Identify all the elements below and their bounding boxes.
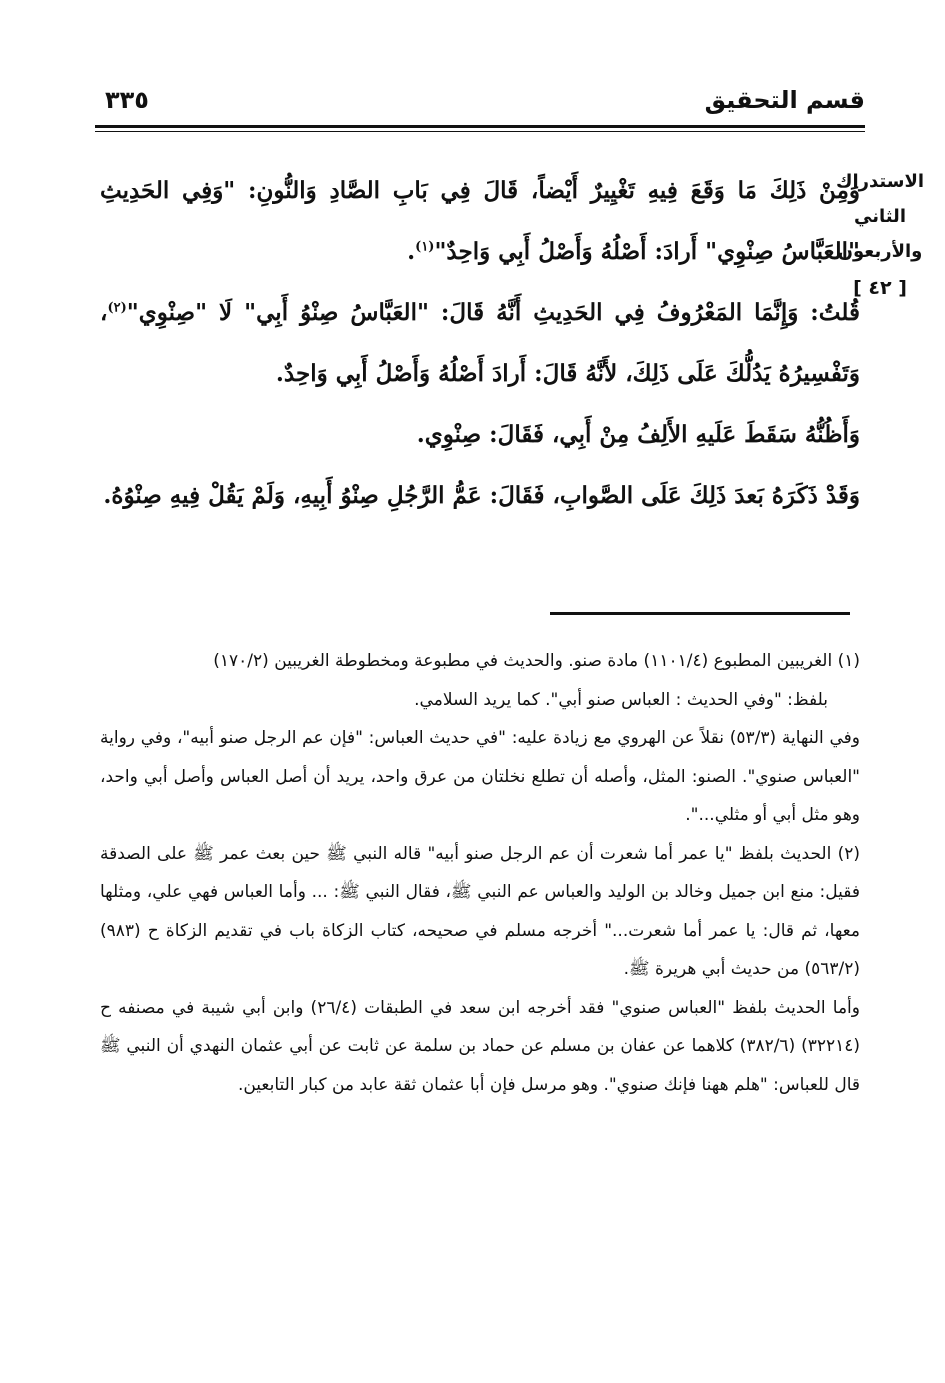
main-text-span: قُلتُ: وَإِنَّمَا المَعْرُوفُ فِي الحَدِيثِ أَنَّهُ قَالَ: "العَبَّاسُ صِنْوُ أَبِي" لَا "صِنْوِي" bbox=[126, 299, 860, 326]
margin-note-reference: [ ٤٢ ] bbox=[853, 277, 907, 299]
footnote-paragraph: وأما الحديث بلفظ "العباس صنوي" فقد أخرجه ابن سعد في الطبقات (٢٦/٤) وابن أبي شيبة في مصنفه ح (٣٢٢١٤) (٣٨٢/٦) كلاهما عن عفان بن مسلم عن حماد بن سلمة عن ثابت عن أبي عثمان النهدي أن النبي ﷺ قال للعباس: "هلم ههنا فإنك صنوي". وهو مرسل فإن أبا عثمان ثقة عابد من كبار التابعين. bbox=[100, 997, 860, 1095]
footnote-marker: (٢) bbox=[107, 300, 127, 316]
main-paragraph: وَقَدْ ذَكَرَهُ بَعدَ ذَلِكَ عَلَى الصَّوابِ، فَقَالَ: عَمُّ الرَّجُلِ صِنْوُ أَبِيهِ، وَلَمْ يَقُلْ فِيهِ صِنْوُهُ. bbox=[103, 482, 860, 509]
footnote-separator bbox=[550, 612, 850, 615]
main-text bbox=[100, 160, 860, 526]
margin-note-line: والأربعون bbox=[837, 241, 923, 262]
footnote-line: (١) الغريبين المطبوع (١١٠١/٤) مادة صنو. والحديث في مطبوعة ومخطوطة الغريبين (١٧٠/٢) bbox=[213, 651, 860, 671]
footnote-line: بلفظ: "وفي الحديث : العباس صنو أبي". كما يريد السلامي. bbox=[414, 689, 828, 710]
main-text-span: وَمِنْ ذَلِكَ مَا وَقَعَ فِيهِ تَغْيِيرٌ أَيْضاً، قَالَ فِي بَابِ الصَّادِ وَالنُّونِ: "وَفِي الحَدِيثِ "العَبَّاسُ صِنْوِي" أَرادَ: أَصْلُهُ وَأَصْلُ أَبِي وَاحِدٌ" bbox=[100, 177, 860, 265]
main-paragraph bbox=[100, 282, 860, 404]
page-header bbox=[95, 86, 865, 126]
page-number: ٣٣٥ bbox=[105, 86, 149, 114]
footnote-paragraph: وفي النهاية (٥٣/٣) نقلاً عن الهروي مع زيادة عليه: "في حديث العباس: "فإن عم الرجل صنو أبيه"، وفي رواية "العباس صنوي". الصنو: المثل، وأصله أن تطلع نخلتان من عرق واحد، يريد أن أصل العباس وأصل أبي واحد، وهو مثل أبي أو مثلي...". bbox=[100, 728, 860, 825]
main-paragraph: وَأَظُنُّهُ سَقَطَ عَلَيهِ الأَلِفُ مِنْ أَبِي، فَقَالَ: صِنْوِي. bbox=[416, 421, 860, 448]
main-text-span: ، وَتَفْسِيرُهُ يَدُلُّكَ عَلَى ذَلِكَ، لأَنَّهُ قَالَ: أَرادَ أَصْلُهُ وَأَصْلُ أَبِي وَاحِدٌ. bbox=[100, 299, 860, 387]
main-text-span: . bbox=[407, 238, 416, 265]
main-paragraph bbox=[100, 160, 860, 282]
margin-note-line: الثاني bbox=[853, 206, 906, 227]
footnote-marker: (١) bbox=[415, 239, 435, 255]
header-rule-thin bbox=[95, 131, 865, 132]
footnote-paragraph: (٢) الحديث بلفظ "يا عمر أما شعرت أن عم الرجل صنو أبيه" قاله النبي ﷺ حين بعث عمر ﷺ على الصدقة فقيل: منع ابن جميل وخالد بن الوليد والعباس عم النبي ﷺ، فقال النبي ﷺ: ... وأما العباس فهي علي، ومثلها معها، ثم قال: يا عمر أما شعرت..." أخرجه مسلم في صحيحه، كتاب الزكاة باب في تقديم الزكاة ح (٩٨٣) (٥٦٣/٢) من حديث أبي هريرة ﷺ. bbox=[100, 843, 860, 979]
footnotes bbox=[100, 642, 860, 1104]
section-title: قسم التحقيق bbox=[704, 86, 865, 114]
margin-note-line: الاستدراك bbox=[835, 171, 925, 192]
header-rule-thick bbox=[95, 125, 865, 128]
